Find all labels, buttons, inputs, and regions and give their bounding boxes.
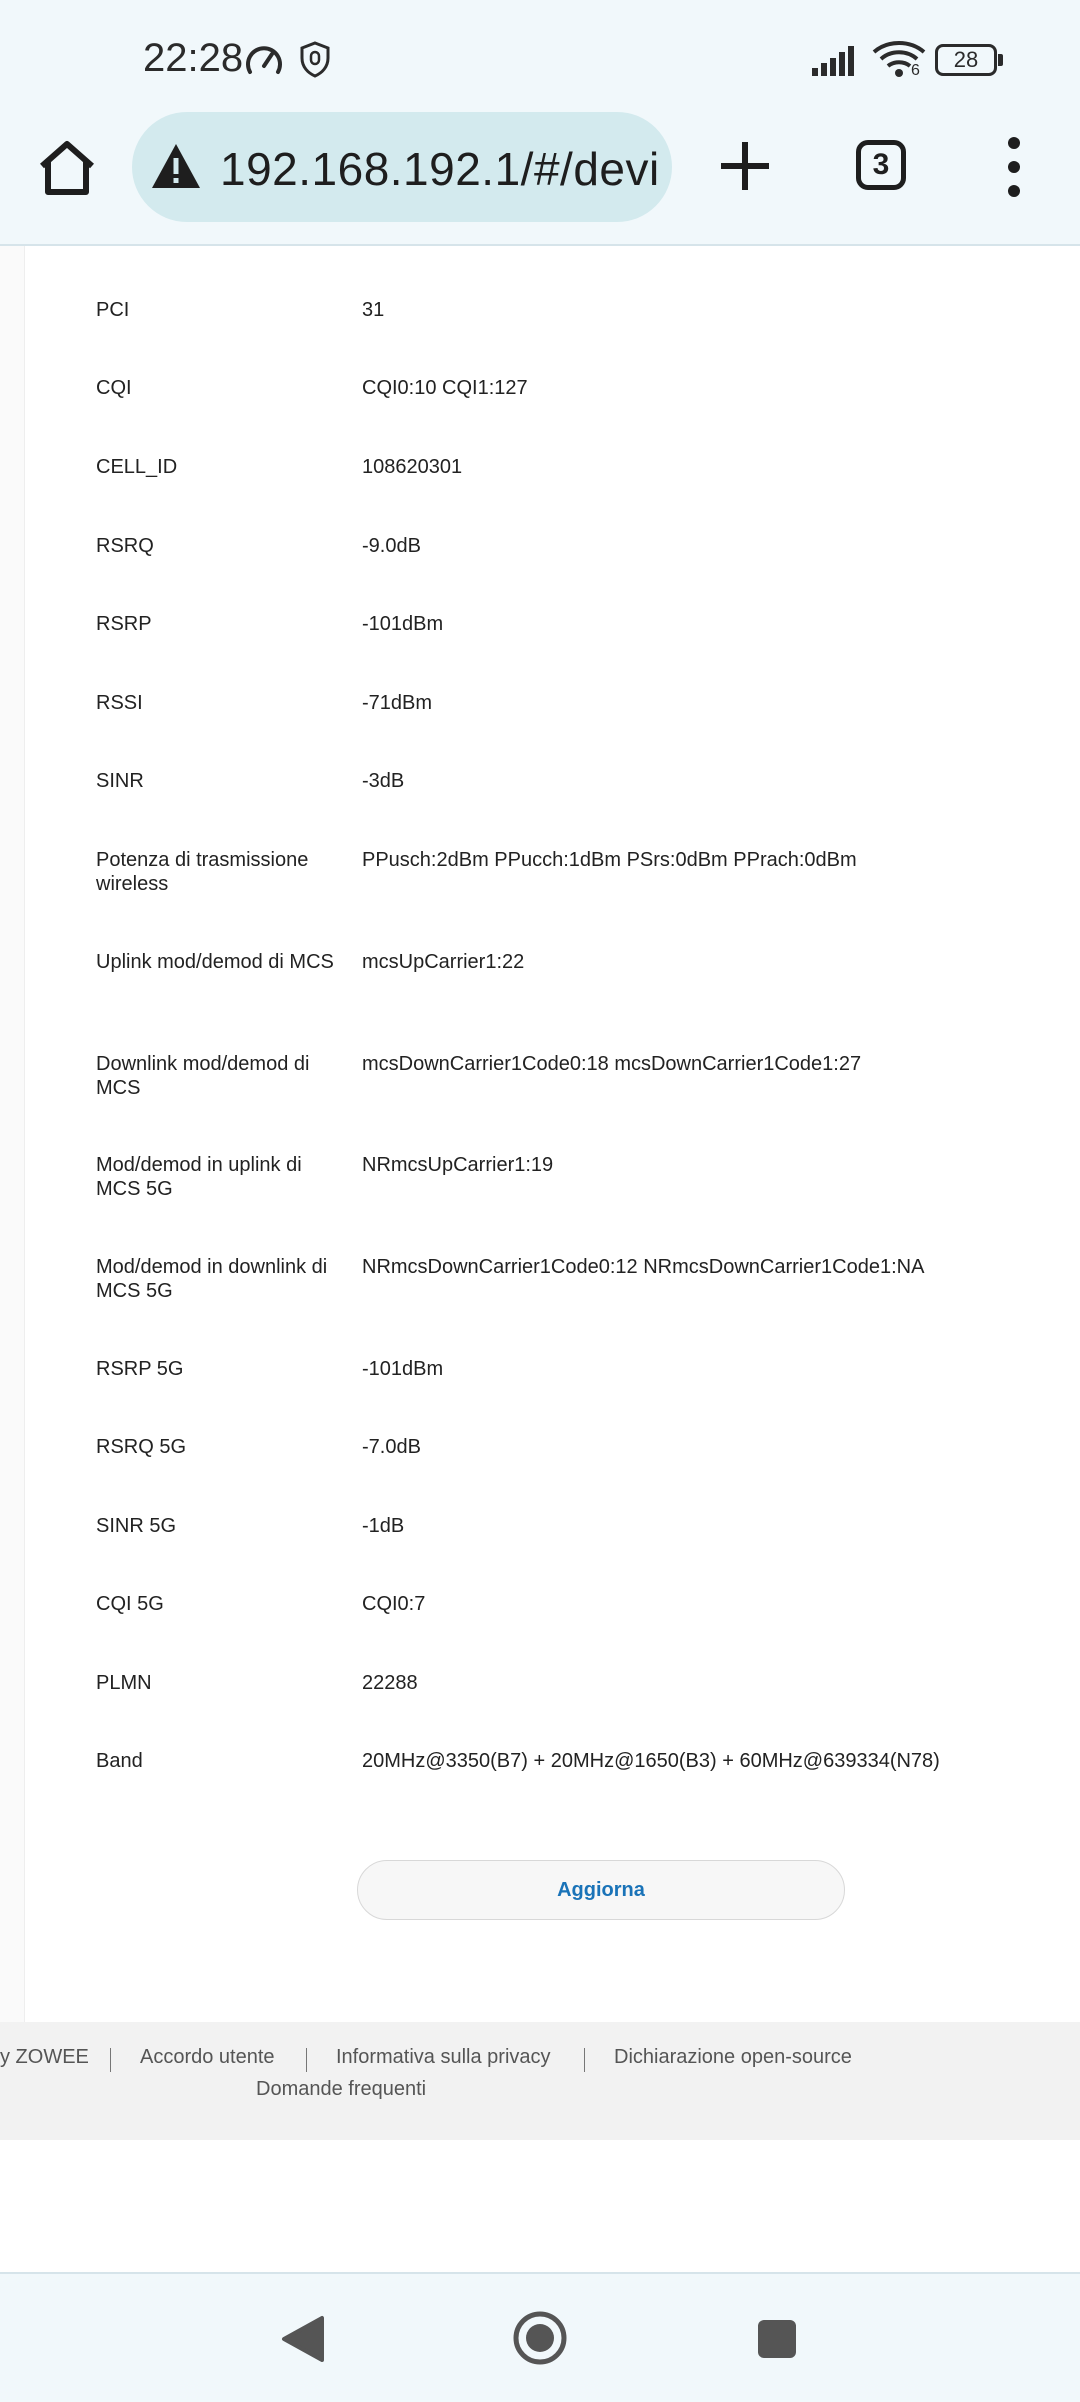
more-vert-icon[interactable] (1000, 134, 1028, 200)
url-text[interactable]: 192.168.192.1/#/devi (220, 143, 660, 195)
footer-separator (110, 2048, 111, 2072)
info-label: Mod/demod in uplink di MCS 5G (96, 1154, 302, 1200)
info-label: RSRP (96, 613, 152, 635)
info-label: Band (96, 1750, 143, 1772)
plus-icon[interactable] (715, 136, 775, 196)
info-value: -3dB (362, 770, 405, 792)
back-icon[interactable] (280, 2314, 326, 2364)
info-label: PLMN (96, 1672, 152, 1694)
home-icon[interactable] (36, 138, 98, 198)
info-value: 20MHz@3350(B7) + 20MHz@1650(B3) + 60MHz@639334(N78) (362, 1750, 940, 1772)
info-label: SINR (96, 770, 144, 792)
info-value: -9.0dB (362, 535, 421, 557)
system-nav-bar (0, 2272, 1080, 2402)
info-label: CQI (96, 377, 132, 399)
info-label: RSRQ 5G (96, 1436, 187, 1458)
info-value: PPusch:2dBm PPucch:1dBm PSrs:0dBm PPrach:0dBm (362, 849, 857, 871)
tabs-icon[interactable]: 3 (856, 140, 906, 190)
footer (0, 2022, 1080, 2140)
info-value: mcsUpCarrier1:22 (362, 951, 525, 973)
speedometer-icon (244, 42, 284, 78)
info-value: CQI0:7 (362, 1593, 426, 1615)
info-label: SINR 5G (96, 1515, 177, 1537)
signal-icon (812, 44, 862, 76)
footer-link-open-source[interactable]: Dichiarazione open-source (614, 2046, 852, 2068)
info-label: CQI 5G (96, 1593, 164, 1615)
footer-separator (584, 2048, 585, 2072)
refresh-button[interactable]: Aggiorna (357, 1860, 845, 1920)
status-bar (0, 0, 1080, 110)
recents-icon[interactable] (756, 2318, 798, 2360)
info-value: 108620301 (362, 456, 463, 478)
info-label: Potenza di trasmissione wireless (96, 849, 309, 895)
info-value: 31 (362, 299, 385, 321)
status-time: 22:28 (143, 36, 244, 80)
battery-level: 28 (953, 47, 979, 72)
info-value: CQI0:10 CQI1:127 (362, 377, 528, 399)
info-label: Mod/demod in downlink di MCS 5G (96, 1256, 328, 1302)
footer-link-zowee[interactable]: y ZOWEE (0, 2046, 89, 2068)
info-value: -101dBm (362, 1358, 444, 1380)
info-value: -101dBm (362, 613, 444, 635)
info-value: -71dBm (362, 692, 433, 714)
info-label: Downlink mod/demod di MCS (96, 1053, 310, 1099)
footer-link-user-agreement[interactable]: Accordo utente (140, 2046, 275, 2068)
info-label: RSSI (96, 692, 143, 714)
info-value: 22288 (362, 1672, 418, 1694)
info-value: -7.0dB (362, 1436, 421, 1458)
info-value: mcsDownCarrier1Code0:18 mcsDownCarrier1Code1:27 (362, 1053, 862, 1075)
info-label: CELL_ID (96, 456, 178, 478)
address-bar[interactable] (132, 112, 672, 222)
battery-icon (935, 44, 997, 76)
info-value: -1dB (362, 1515, 405, 1537)
browser-toolbar (0, 110, 1080, 246)
warning-icon[interactable] (150, 142, 202, 190)
info-label: RSRQ (96, 535, 154, 557)
footer-link-privacy[interactable]: Informativa sulla privacy (336, 2046, 551, 2068)
info-value: NRmcsDownCarrier1Code0:12 NRmcsDownCarrier1Code1:NA (362, 1256, 925, 1278)
info-label: RSRP 5G (96, 1358, 184, 1380)
vpn-shield-icon (298, 40, 332, 78)
footer-separator (306, 2048, 307, 2072)
info-value: NRmcsUpCarrier1:19 (362, 1154, 554, 1176)
battery-tip (998, 54, 1003, 66)
info-label: PCI (96, 299, 130, 321)
wifi-standard-label: 6 (911, 62, 920, 79)
footer-link-faq[interactable]: Domande frequenti (256, 2078, 427, 2100)
info-label: Uplink mod/demod di MCS (96, 951, 334, 973)
home-circle-icon[interactable] (512, 2310, 568, 2366)
sidebar-edge (0, 246, 25, 2022)
